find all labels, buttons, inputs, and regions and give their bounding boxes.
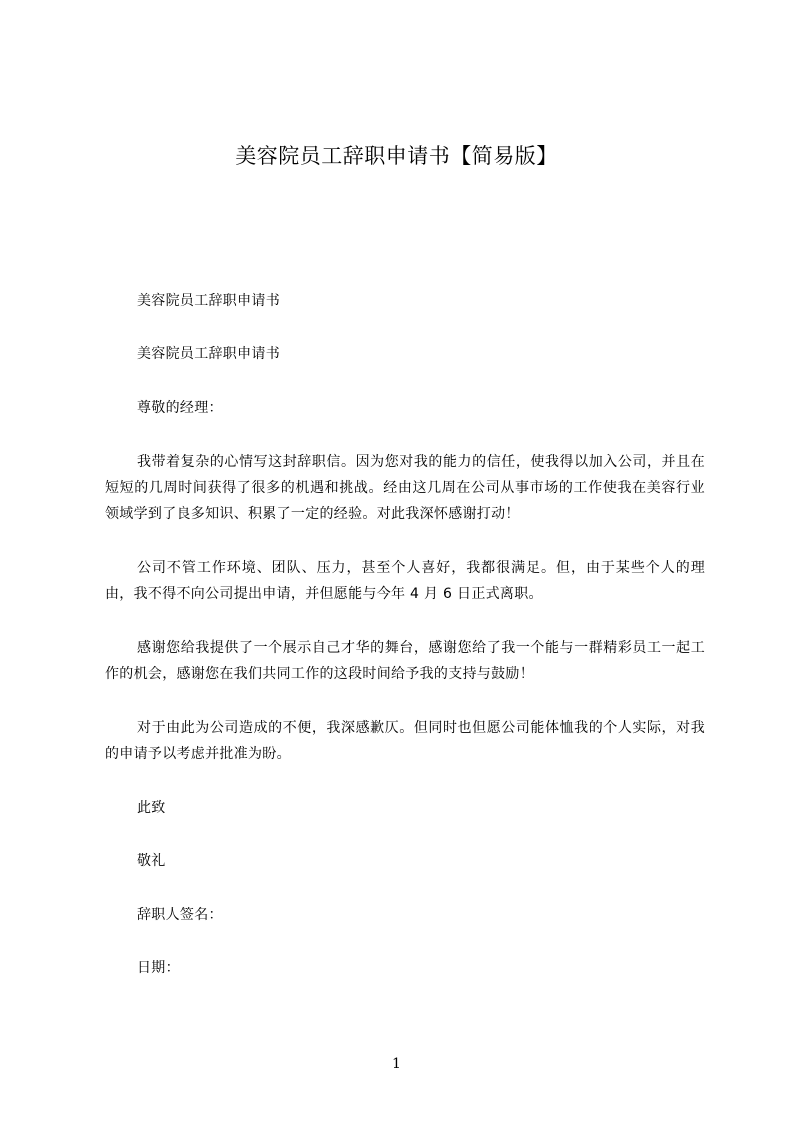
- page-number: 1: [392, 1056, 401, 1072]
- body-paragraph-reason: 公司不管工作环境、团队、压力，甚至个人喜好，我都很满足。但，由于某些个人的理由，我不得不向公司提出申请，并但愿能与今年 4 月 6 日正式离职。: [105, 560, 705, 602]
- date-label: 日期：: [137, 960, 180, 976]
- subtitle-line: 美容院员工辞职申请书: [137, 293, 280, 309]
- signature-label: 辞职人签名：: [137, 907, 223, 923]
- body-paragraph-intro: 我带着复杂的心情写这封辞职信。因为您对我的能力的信任，使我得以加入公司，并且在短短的几周时间获得了很多的机遇和挑战。经由这几周在公司从事市场的工作使我在美容行业领域学到了良多知识、积累了一定的经验。对此我深怀感谢打动！: [105, 454, 705, 522]
- salutation: 尊敬的经理：: [137, 400, 223, 416]
- body-paragraph-thanks: 感谢您给我提供了一个展示自己才华的舞台，感谢您给了我一个能与一群精彩员工一起工作的机会，感谢您在我们共同工作的这段时间给予我的支持与鼓励！: [105, 640, 705, 682]
- closing-ci-zhi: 此致: [137, 800, 166, 816]
- closing-jing-li: 敬礼: [137, 853, 166, 869]
- subtitle-line-repeat: 美容院员工辞职申请书: [137, 346, 280, 362]
- body-paragraph-apology: 对于由此为公司造成的不便，我深感歉仄。但同时也但愿公司能体恤我的个人实际，对我的申请予以考虑并批准为盼。: [105, 720, 705, 762]
- document-title: 美容院员工辞职申请书【简易版】: [235, 144, 558, 168]
